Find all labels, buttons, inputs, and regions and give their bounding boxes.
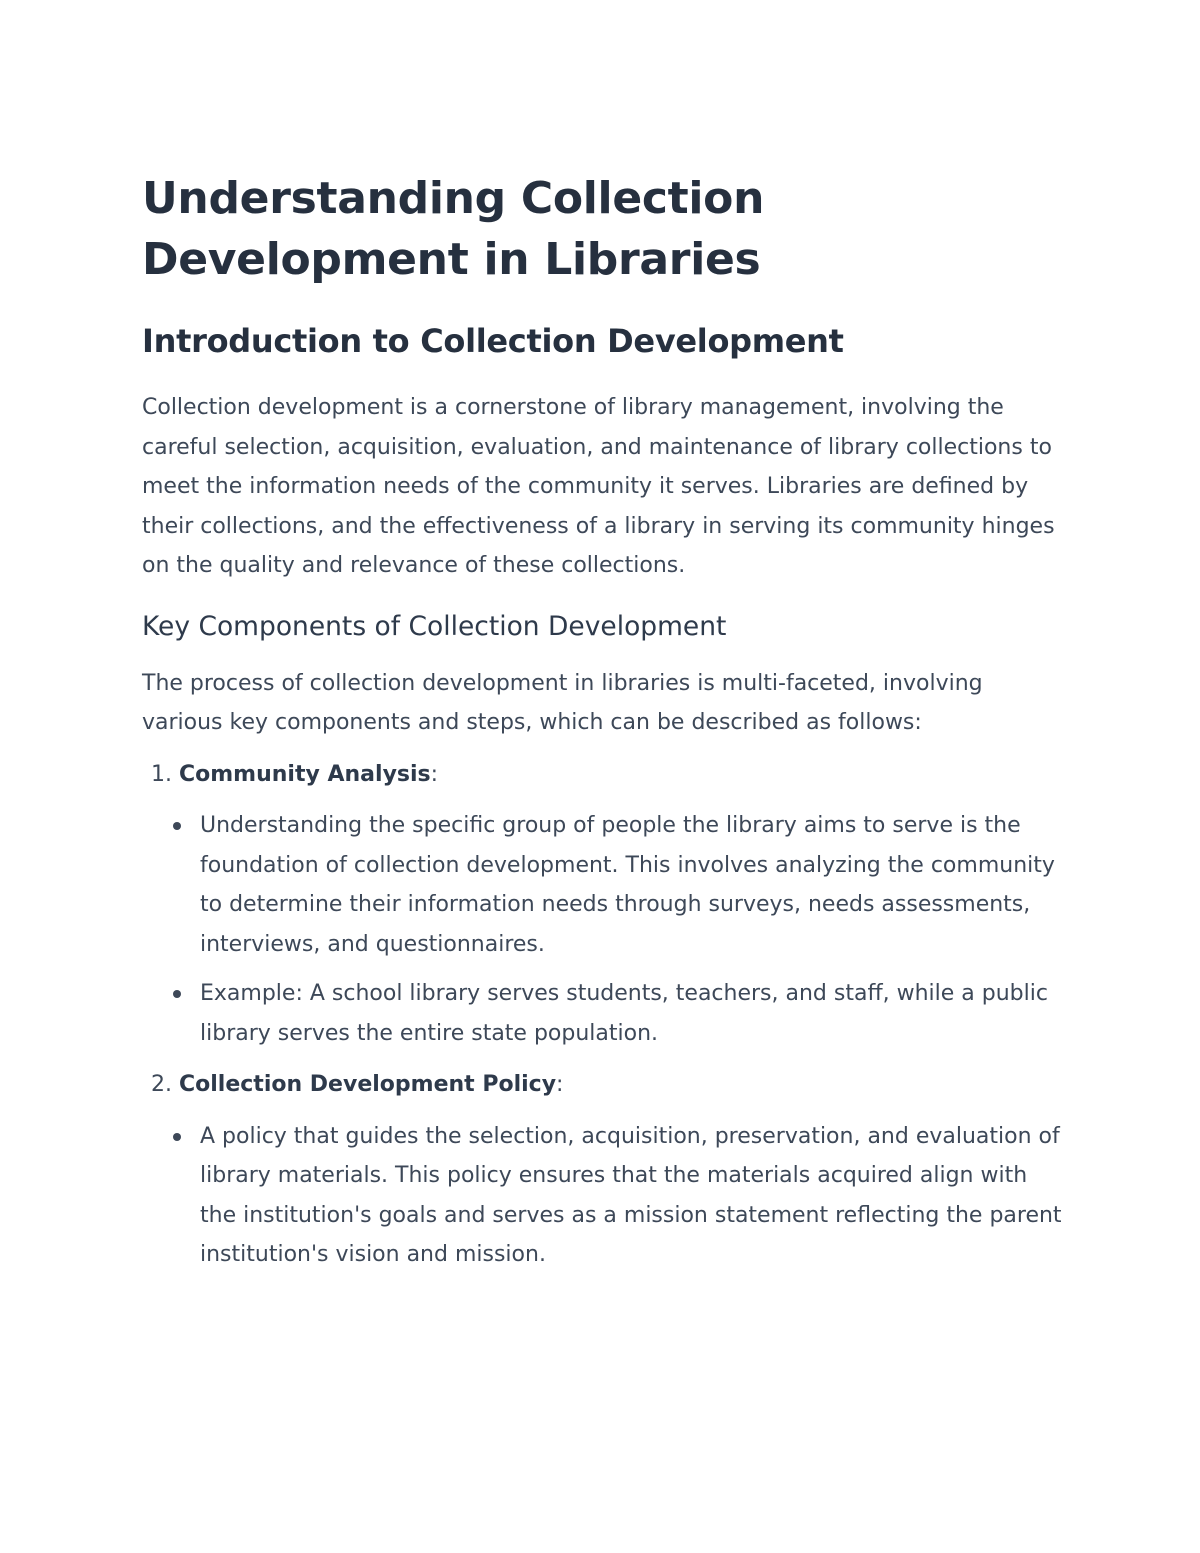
step-suffix: : <box>430 761 439 787</box>
bullet-icon <box>173 822 181 830</box>
step-number: 2. <box>151 1072 172 1097</box>
step-heading <box>142 1065 1067 1105</box>
bullet-text: Example: A school library serves students, teachers, and staff, while a public library serves the entire state population. <box>200 981 1048 1046</box>
intro-paragraph: Collection development is a cornerstone of library management, involving the careful selection, acquisition, evaluation, and maintenance of library collections to meet the information needs of the community it serves. Libraries are defined by their collections, and the effectiveness of a library in serving its community hinges on the quality and relevance of these collections. <box>142 395 1055 578</box>
step-bullets <box>142 1117 1067 1275</box>
document-page <box>142 168 1067 1275</box>
section-heading: Introduction to Collection Development <box>142 322 844 360</box>
bullet-icon <box>173 1133 181 1141</box>
subsection-heading: Key Components of Collection Development <box>142 610 727 642</box>
step-suffix: : <box>556 1072 564 1097</box>
bullet-text: A policy that guides the selection, acquisition, preservation, and evaluation of library materials. This policy ensures that the materials acquired align with the institution's goals and serves as a mission statement reflecting the parent institution's vision and mission. <box>200 1123 1062 1267</box>
bullet-text: Understanding the specific group of people the library aims to serve is the foundation of collection development. This involves analyzing the community to determine their information needs through surveys, needs assessments, interviews, and questionnaires. <box>200 813 1055 957</box>
step-bullets <box>142 806 1067 1053</box>
step-number: 1. <box>151 761 172 787</box>
bullet-item <box>200 806 1067 964</box>
subsection-paragraph: The process of collection development in libraries is multi-faceted, involving various key components and steps, which can be described as follows: <box>142 670 983 735</box>
step-title: Collection Development Policy <box>179 1072 557 1097</box>
step-item <box>142 1065 1067 1275</box>
bullet-icon <box>173 990 181 998</box>
bullet-item <box>200 974 1067 1053</box>
step-title: Community Analysis <box>179 761 431 787</box>
step-item <box>142 755 1067 1054</box>
steps-list <box>142 755 1067 1275</box>
document-title: Understanding Collection Development in Libraries <box>142 173 765 285</box>
bullet-item <box>200 1117 1067 1275</box>
step-heading <box>142 755 1067 795</box>
